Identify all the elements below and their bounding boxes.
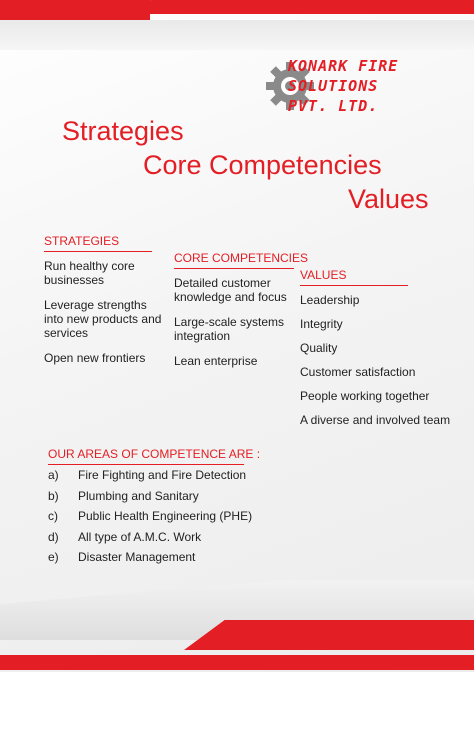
bottom-red-band-right — [184, 620, 474, 650]
list-item: People working together — [300, 389, 430, 403]
list-item: Quality — [300, 341, 338, 355]
bottom-red-band — [0, 655, 474, 670]
top-red-band-right — [130, 0, 474, 14]
competence-list — [48, 468, 348, 571]
top-grey-band — [0, 20, 474, 50]
headline-values: Values — [348, 184, 429, 214]
logo-line-1: KONARK FIRE — [288, 57, 399, 75]
list-item: Open new frontiers — [44, 351, 146, 365]
list-item: Leadership — [300, 293, 360, 307]
core-competencies-list — [174, 276, 296, 379]
list-item: Leverage strengths into new products and services — [44, 298, 162, 340]
item-letter: b) — [48, 488, 59, 503]
item-text: Fire Fighting and Fire Detection — [78, 468, 247, 482]
list-item: Customer satisfaction — [300, 365, 416, 379]
logo-wordmark — [288, 56, 438, 116]
item-text: Plumbing and Sanitary — [78, 488, 199, 503]
values-heading: VALUES — [300, 268, 408, 286]
competence-item — [48, 489, 348, 510]
competence-heading: OUR AREAS OF COMPETENCE ARE : — [48, 447, 244, 465]
top-red-band-left — [0, 0, 150, 20]
logo-line-2: SOLUTIONS — [288, 77, 379, 95]
list-item: Integrity — [300, 317, 343, 331]
values-list — [300, 293, 460, 437]
item-letter: e) — [48, 550, 59, 564]
competence-item — [48, 509, 348, 530]
list-item: A diverse and involved team — [300, 413, 451, 427]
list-item: Large-scale systems integration — [174, 315, 285, 343]
logo-line-3: PVT. LTD. — [288, 97, 379, 115]
competence-item — [48, 468, 348, 489]
item-text: Disaster Management — [78, 550, 196, 564]
item-letter: d) — [48, 529, 59, 544]
strategies-heading: STRATEGIES — [44, 234, 152, 252]
headline-strategies: Strategies — [62, 116, 184, 146]
item-letter: a) — [48, 468, 59, 482]
item-letter: c) — [48, 509, 58, 523]
core-competencies-heading: CORE COMPETENCIES — [174, 251, 294, 269]
headline-core-competencies: Core Competencies — [143, 150, 382, 180]
list-item: Run healthy core businesses — [44, 259, 135, 287]
list-item: Lean enterprise — [174, 354, 258, 368]
item-text: Public Health Engineering (PHE) — [78, 509, 253, 523]
competence-item — [48, 530, 348, 551]
list-item: Detailed customer knowledge and focus — [174, 276, 287, 304]
company-logo — [262, 56, 432, 128]
competence-item — [48, 550, 348, 571]
item-text: All type of A.M.C. Work — [78, 529, 202, 544]
strategies-list — [44, 259, 169, 376]
